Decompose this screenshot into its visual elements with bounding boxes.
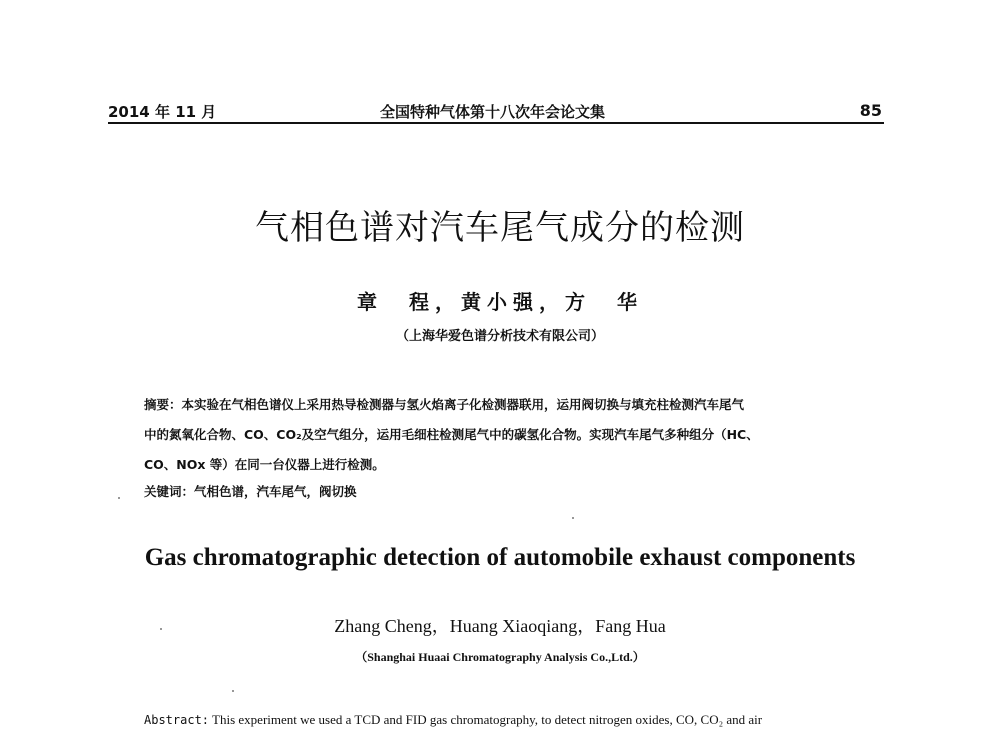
abstract-chinese-line-2: 中的氮氧化合物、CO、CO₂及空气组分，运用毛细柱检测尾气中的碳氢化合物。实现汽车尾气多种组分（HC、: [144, 427, 759, 442]
affiliation-english: （Shanghai Huaai Chromatography Analysis Co.,Ltd.）: [355, 650, 645, 664]
keywords-chinese: 关键词：气相色谱，汽车尾气，阀切换: [144, 484, 357, 499]
scan-speck: [118, 497, 120, 499]
running-header: [108, 100, 884, 124]
scan-speck: [232, 690, 234, 692]
header-date: 2014 年 11 月: [108, 103, 217, 121]
authors-english: Zhang Cheng，Huang Xiaoqiang，Fang Hua: [334, 616, 666, 636]
paper-title-english: Gas chromatographic detection of automobile exhaust components: [144, 544, 856, 571]
abstract-english-label: Abstract:: [144, 713, 210, 727]
authors-chinese: 章 程，黄小强，方 华: [357, 290, 643, 314]
affiliation-chinese: （上海华爱色谱分析技术有限公司）: [395, 329, 604, 344]
scan-speck: [572, 517, 574, 519]
paper-title-chinese: 气相色谱对汽车尾气成分的检测: [255, 208, 745, 248]
abstract-chinese-line-3: CO、NOx 等）在同一台仪器上进行检测。: [144, 457, 385, 472]
abstract-chinese-line-1: 摘要：本实验在气相色谱仪上采用热导检测器与氢火焰离子化检测器联用，运用阀切换与填充柱检测汽车尾气: [144, 397, 745, 412]
header-journal-title: 全国特种气体第十八次年会论文集: [380, 103, 606, 121]
scan-speck: [160, 628, 162, 630]
header-page-number: 85: [859, 101, 882, 120]
abstract-english-text: This experiment we used a TCD and FID gas chromatography, to detect nitrogen oxides, CO, CO₂ and air: [209, 712, 763, 727]
abstract-english: [144, 712, 762, 728]
abstract-chinese: [144, 390, 864, 480]
